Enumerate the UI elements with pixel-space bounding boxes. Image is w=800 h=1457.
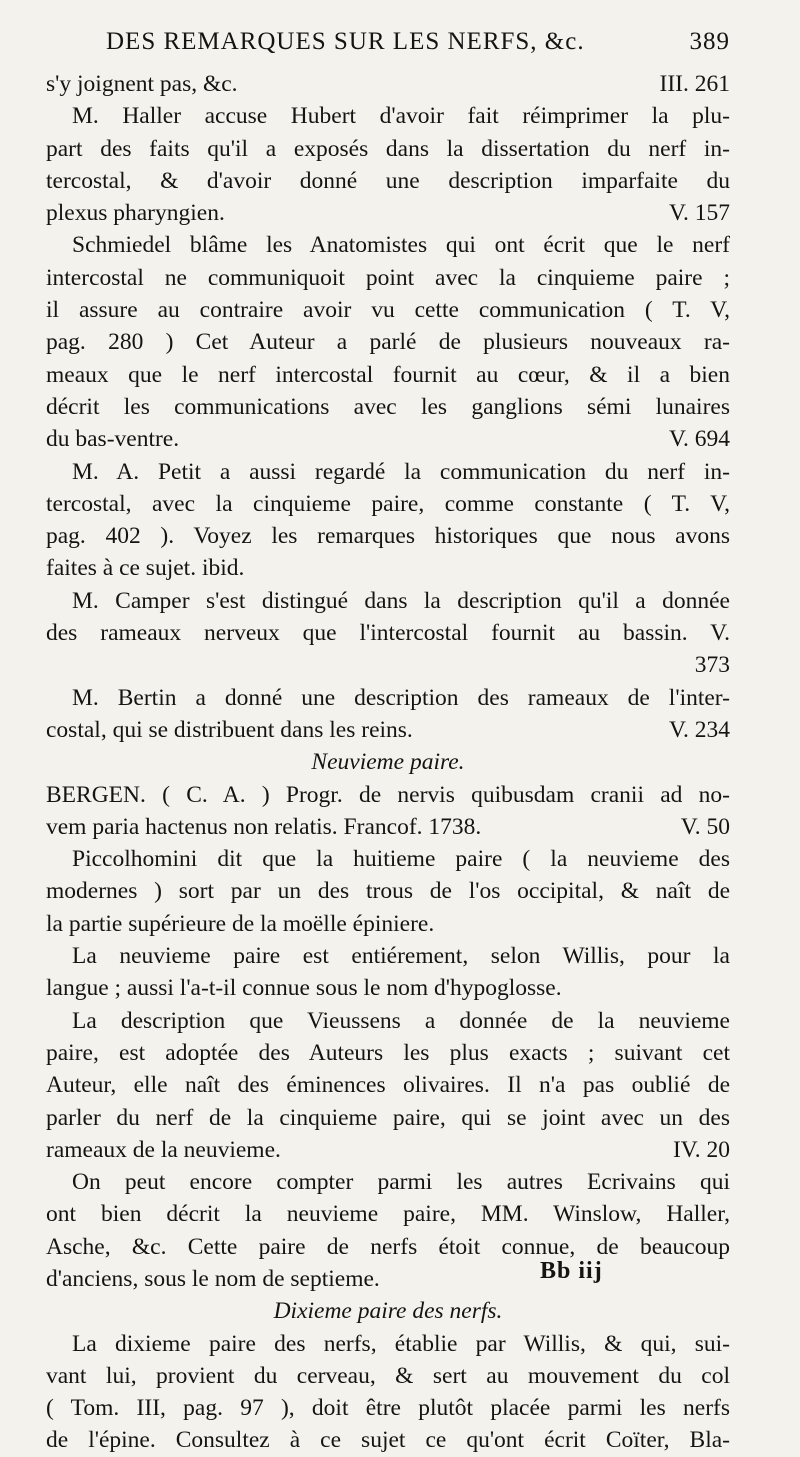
text-line: intercostal ne communiquoit point avec la cinquieme paire ; — [46, 264, 730, 291]
text-line: pag. 280 ) Cet Auteur a parlé de plusieurs nouveaux ra- — [46, 329, 730, 356]
text-line: M. Haller accuse Hubert d'avoir fait réimprimer la plu- — [72, 103, 730, 130]
volume-reference: V. 157 — [669, 200, 730, 227]
text-line: la partie supérieure de la moëlle épiniere. — [46, 910, 435, 937]
text-line: Schmiedel blâme les Anatomistes qui ont écrit que le nerf — [72, 232, 730, 259]
volume-reference: V. 234 — [669, 716, 730, 743]
text-line: Asche, &c. Cette paire de nerfs étoit connue, de beaucoup — [46, 1233, 730, 1260]
signature-mark: Bb iij — [540, 1258, 603, 1284]
text-line: parler du nerf de la cinquieme paire, qui se joint avec un des — [46, 1104, 730, 1131]
text-line: Piccolhomini dit que la huitieme paire ( la neuvieme des — [72, 846, 730, 873]
text-line: La neuvieme paire est entiérement, selon Willis, pour la — [72, 943, 730, 970]
running-title: DES REMARQUES SUR LES NERFS, &c. — [106, 28, 585, 55]
text-line: tercostal, avec la cinquieme paire, comme constante ( T. V, — [46, 490, 730, 517]
text-line: rameaux de la neuvieme. IV. 20 — [46, 1134, 730, 1166]
text-line: de l'épine. Consultez à ce sujet ce qu'ont écrit Coïter, Bla- — [46, 1427, 730, 1454]
text-line: il assure au contraire avoir vu cette communication ( T. V, — [46, 297, 730, 324]
text-line: s'y joignent pas, &c. III. 261 — [46, 68, 730, 100]
text-line: La dixieme paire des nerfs, établie par Willis, & qui, sui- — [72, 1330, 730, 1357]
text-line: décrit les communications avec les ganglions sémi lunaires — [46, 393, 730, 420]
text-line: part des faits qu'il a exposés dans la dissertation du nerf in- — [46, 135, 730, 162]
text-line: BERGEN. ( C. A. ) Progr. de nervis quibusdam cranii ad no- — [46, 781, 730, 808]
section-heading: Neuvieme paire. — [311, 749, 465, 776]
text-line: ( Tom. III, pag. 97 ), doit être plutôt placée parmi les nerfs — [46, 1395, 730, 1422]
volume-reference: V. 694 — [669, 426, 730, 453]
page-number: 389 — [689, 28, 730, 55]
text-line: On peut encore compter parmi les autres Ecrivains qui — [72, 1169, 730, 1196]
text-line: costal, qui se distribuent dans les reins. V. 234 — [46, 714, 730, 746]
text-line: M. A. Petit a aussi regardé la communication du nerf in- — [72, 458, 730, 485]
volume-reference: III. 261 — [659, 71, 730, 97]
text-line: plexus pharyngien. V. 157 — [46, 197, 730, 229]
text-line: La description que Vieussens a donnée de la neuvieme — [72, 1007, 730, 1034]
text-line: paire, est adoptée des Auteurs les plus exacts ; suivant cet — [46, 1039, 730, 1066]
volume-reference: V. 50 — [680, 813, 730, 840]
text-line: Auteur, elle naît des éminences olivaires. Il n'a pas oublié de — [46, 1072, 730, 1099]
section-heading: Dixieme paire des nerfs. — [273, 1298, 503, 1325]
text-line: d'anciens, sous le nom de septieme. — [46, 1265, 380, 1292]
text-line: des rameaux nerveux que l'intercostal fournit au bassin. V. — [46, 620, 730, 647]
text-line: M. Bertin a donné une description des rameaux de l'inter- — [72, 684, 730, 711]
text-line: modernes ) sort par un des trous de l'os occipital, & naît de — [46, 878, 730, 905]
text-line: langue ; aussi l'a-t-il connue sous le nom d'hypoglosse. — [46, 975, 562, 1002]
text-line: pag. 402 ). Voyez les remarques historiques que nous avons — [46, 523, 730, 550]
text-line: ont bien décrit la neuvieme paire, MM. Winslow, Haller, — [46, 1201, 730, 1228]
text-line: du bas-ventre. V. 694 — [46, 423, 730, 455]
text-line: faites à ce sujet. ibid. — [46, 555, 245, 582]
running-header — [46, 28, 730, 68]
text-body — [46, 68, 730, 1457]
text-line: tercostal, & d'avoir donné une description imparfaite du — [46, 167, 730, 194]
text-line: vem paria hactenus non relatis. Francof. 1738. V. 50 — [46, 811, 730, 843]
volume-reference: IV. 20 — [672, 1136, 730, 1163]
text-line: 373 — [694, 652, 730, 679]
text-line: M. Camper s'est distingué dans la description qu'il a donnée — [72, 587, 730, 614]
text-line: vant lui, provient du cerveau, & sert au mouvement du col — [46, 1362, 730, 1389]
text-line: meaux que le nerf intercostal fournit au cœur, & il a bien — [46, 361, 730, 388]
